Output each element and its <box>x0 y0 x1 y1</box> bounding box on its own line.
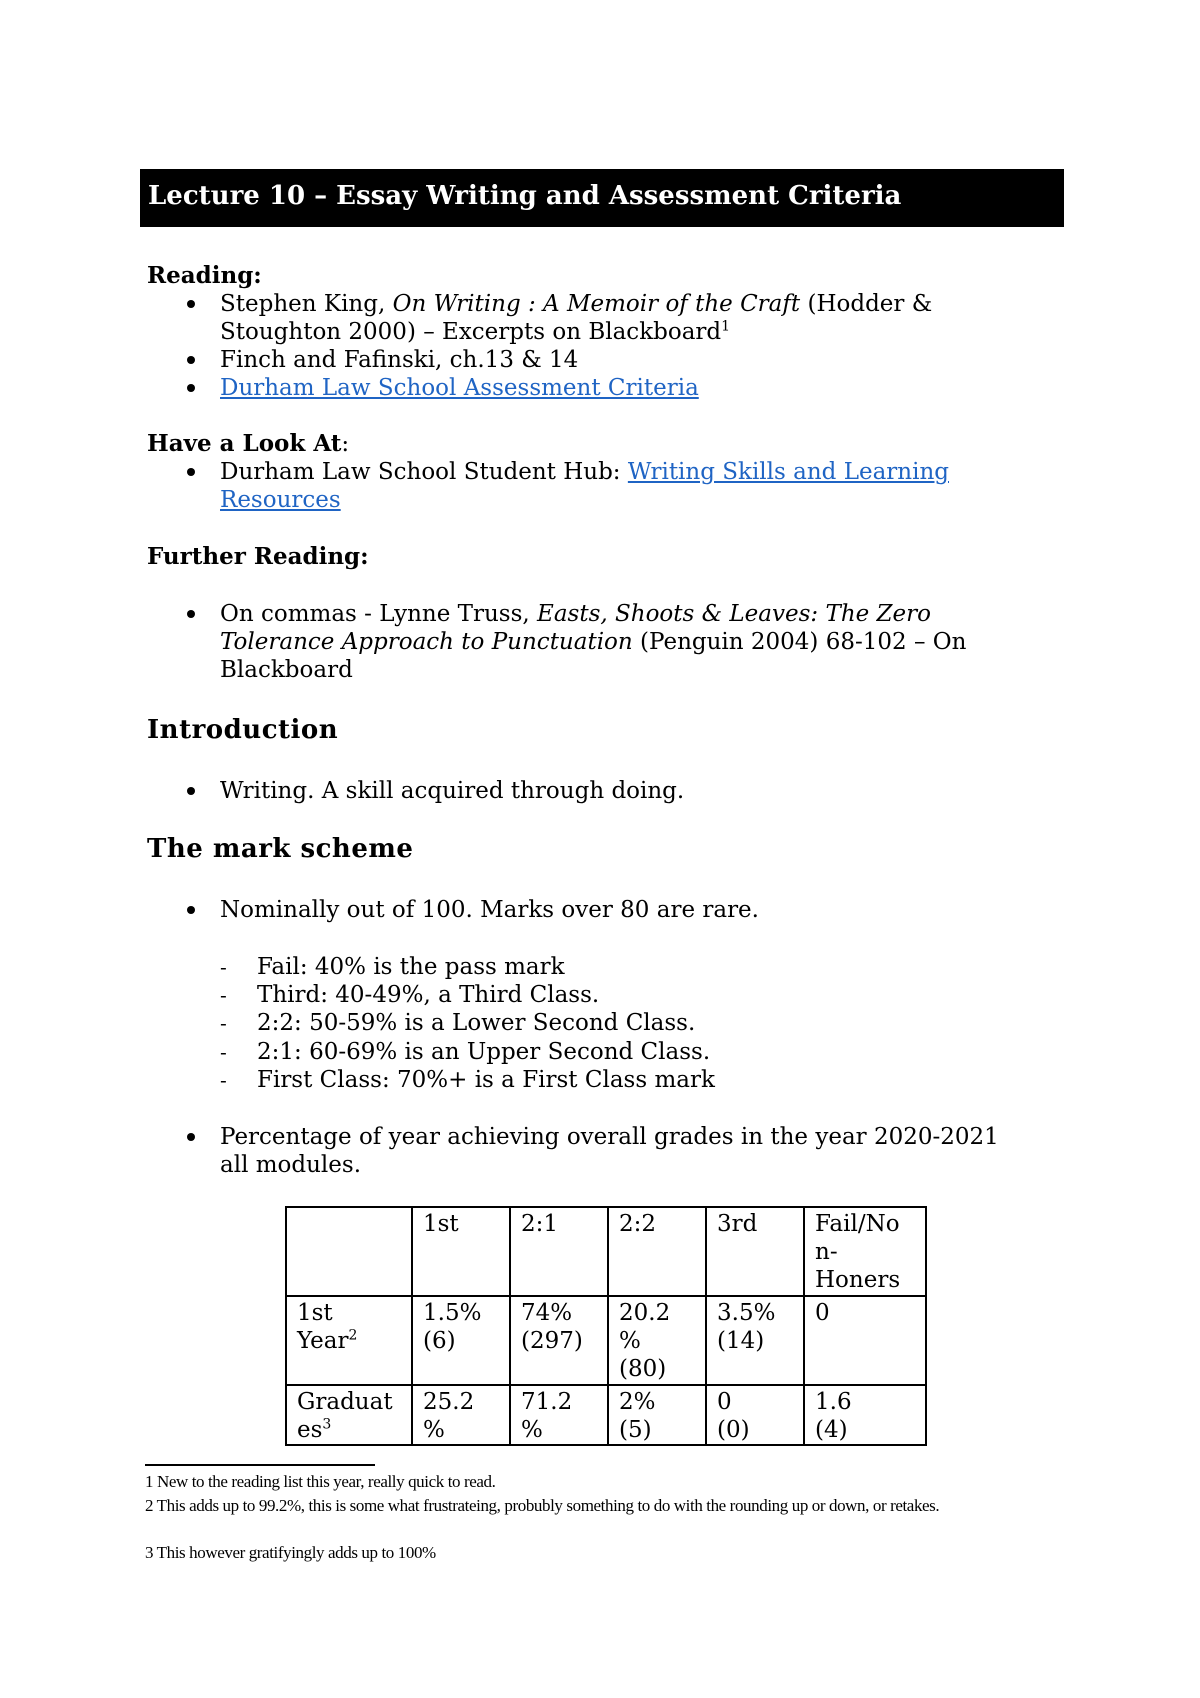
bullet-icon <box>187 300 195 308</box>
bullet-icon <box>187 1133 195 1141</box>
table-header-row <box>286 1207 926 1296</box>
footnote-1: 1 New to the reading list this year, really quick to read. <box>145 1472 496 1491</box>
grade-band-third: Third: 40-49%, a Third Class. <box>257 982 600 1008</box>
mark-scheme-item-2-line2: all modules. <box>220 1152 362 1178</box>
assessment-criteria-link[interactable]: Durham Law School Assessment Criteria <box>220 375 699 401</box>
bullet-icon <box>187 610 195 618</box>
table-row-label: Graduat $es^3$ <box>286 1385 412 1445</box>
grade-band-first: First Class: 70%+ is a First Class mark <box>257 1067 715 1093</box>
table-row <box>286 1385 926 1445</box>
lecture-title: Lecture 10 – Essay Writing and Assessment Criteria <box>148 181 902 211</box>
table-header-cell: 3rd <box>706 1207 804 1296</box>
mark-scheme-heading: The mark scheme <box>147 834 414 864</box>
introduction-heading: Introduction <box>147 715 339 745</box>
bullet-icon <box>187 356 195 364</box>
footnote-3: 3 This however gratifyingly adds up to 100% <box>145 1543 436 1562</box>
bullet-icon <box>187 384 195 392</box>
table-cell: 3.5% (14) <box>706 1296 804 1385</box>
mark-scheme-item-2: Percentage of year achieving overall grades in the year 2020-2021 <box>220 1124 999 1150</box>
footnote-divider <box>145 1464 375 1466</box>
footnote-ref-1[interactable]: 1 <box>721 318 731 335</box>
dash-icon: - <box>220 1040 227 1064</box>
dash-icon: - <box>220 1068 227 1092</box>
dash-icon: - <box>220 983 227 1007</box>
table-cell: 74% (297) <box>510 1296 608 1385</box>
reading-item-finch: Finch and Fafinski, ch.13 & 14 <box>220 347 579 373</box>
table-cell: 1.5% (6) <box>412 1296 510 1385</box>
student-hub-item: Durham Law School Student Hub: Writing Skills and Learning <box>220 459 949 485</box>
table-corner-cell <box>286 1207 412 1296</box>
bullet-icon <box>187 787 195 795</box>
reading-item-king-line2: Stoughton 2000) – Excerpts on Blackboard$^1$ <box>220 318 731 345</box>
dash-icon: - <box>220 1011 227 1035</box>
table-cell: 2% (5) <box>608 1385 706 1445</box>
mark-scheme-item-1: Nominally out of 100. Marks over 80 are rare. <box>220 897 759 923</box>
further-reading-item: On commas - Lynne Truss, Easts, Shoots & Leaves: The Zero <box>220 601 931 627</box>
bullet-icon <box>187 906 195 914</box>
footnote-2: 2 This adds up to 99.2%, this is some what frustrateing, probubly something to do with the rounding up or down, or retakes. <box>145 1496 940 1515</box>
grade-band-fail: Fail: 40% is the pass mark <box>257 954 565 980</box>
further-reading-heading: Further Reading: <box>147 543 369 570</box>
grade-band-21: 2:1: 60-69% is an Upper Second Class. <box>257 1039 711 1065</box>
table-row-label: 1st Year$^2$ <box>286 1296 412 1385</box>
table-header-cell: 2:2 <box>608 1207 706 1296</box>
table-row <box>286 1296 926 1385</box>
table-cell: 0 <box>804 1296 926 1385</box>
have-a-look-heading: Have a Look At: <box>147 430 350 457</box>
table-cell: 25.2 % <box>412 1385 510 1445</box>
table-header-cell: 1st <box>412 1207 510 1296</box>
introduction-item: Writing. A skill acquired through doing. <box>220 778 685 804</box>
table-header-cell: Fail/No n- Honers <box>804 1207 926 1296</box>
table-cell: 0 (0) <box>706 1385 804 1445</box>
table-cell: 20.2 % (80) <box>608 1296 706 1385</box>
grade-band-22: 2:2: 50-59% is a Lower Second Class. <box>257 1010 696 1036</box>
footnote-ref-3[interactable]: 3 <box>322 1416 332 1433</box>
grades-table <box>285 1206 927 1446</box>
table-cell: 71.2 % <box>510 1385 608 1445</box>
further-reading-item-line2: Tolerance Approach to Punctuation (Penguin 2004) 68-102 – On <box>220 629 967 655</box>
footnote-ref-2[interactable]: 2 <box>348 1327 358 1344</box>
bullet-icon <box>187 468 195 476</box>
reading-heading: Reading: <box>147 262 262 289</box>
table-cell: 1.6 (4) <box>804 1385 926 1445</box>
further-reading-item-line3: Blackboard <box>220 657 353 683</box>
lecture-title-bar <box>140 169 1064 227</box>
writing-skills-link-cont[interactable]: Resources <box>220 487 341 513</box>
table-header-cell: 2:1 <box>510 1207 608 1296</box>
dash-icon: - <box>220 955 227 979</box>
writing-skills-link[interactable]: Writing Skills and Learning <box>627 459 949 485</box>
reading-item-king: Stephen King, On Writing : A Memoir of the Craft (Hodder & <box>220 291 933 317</box>
